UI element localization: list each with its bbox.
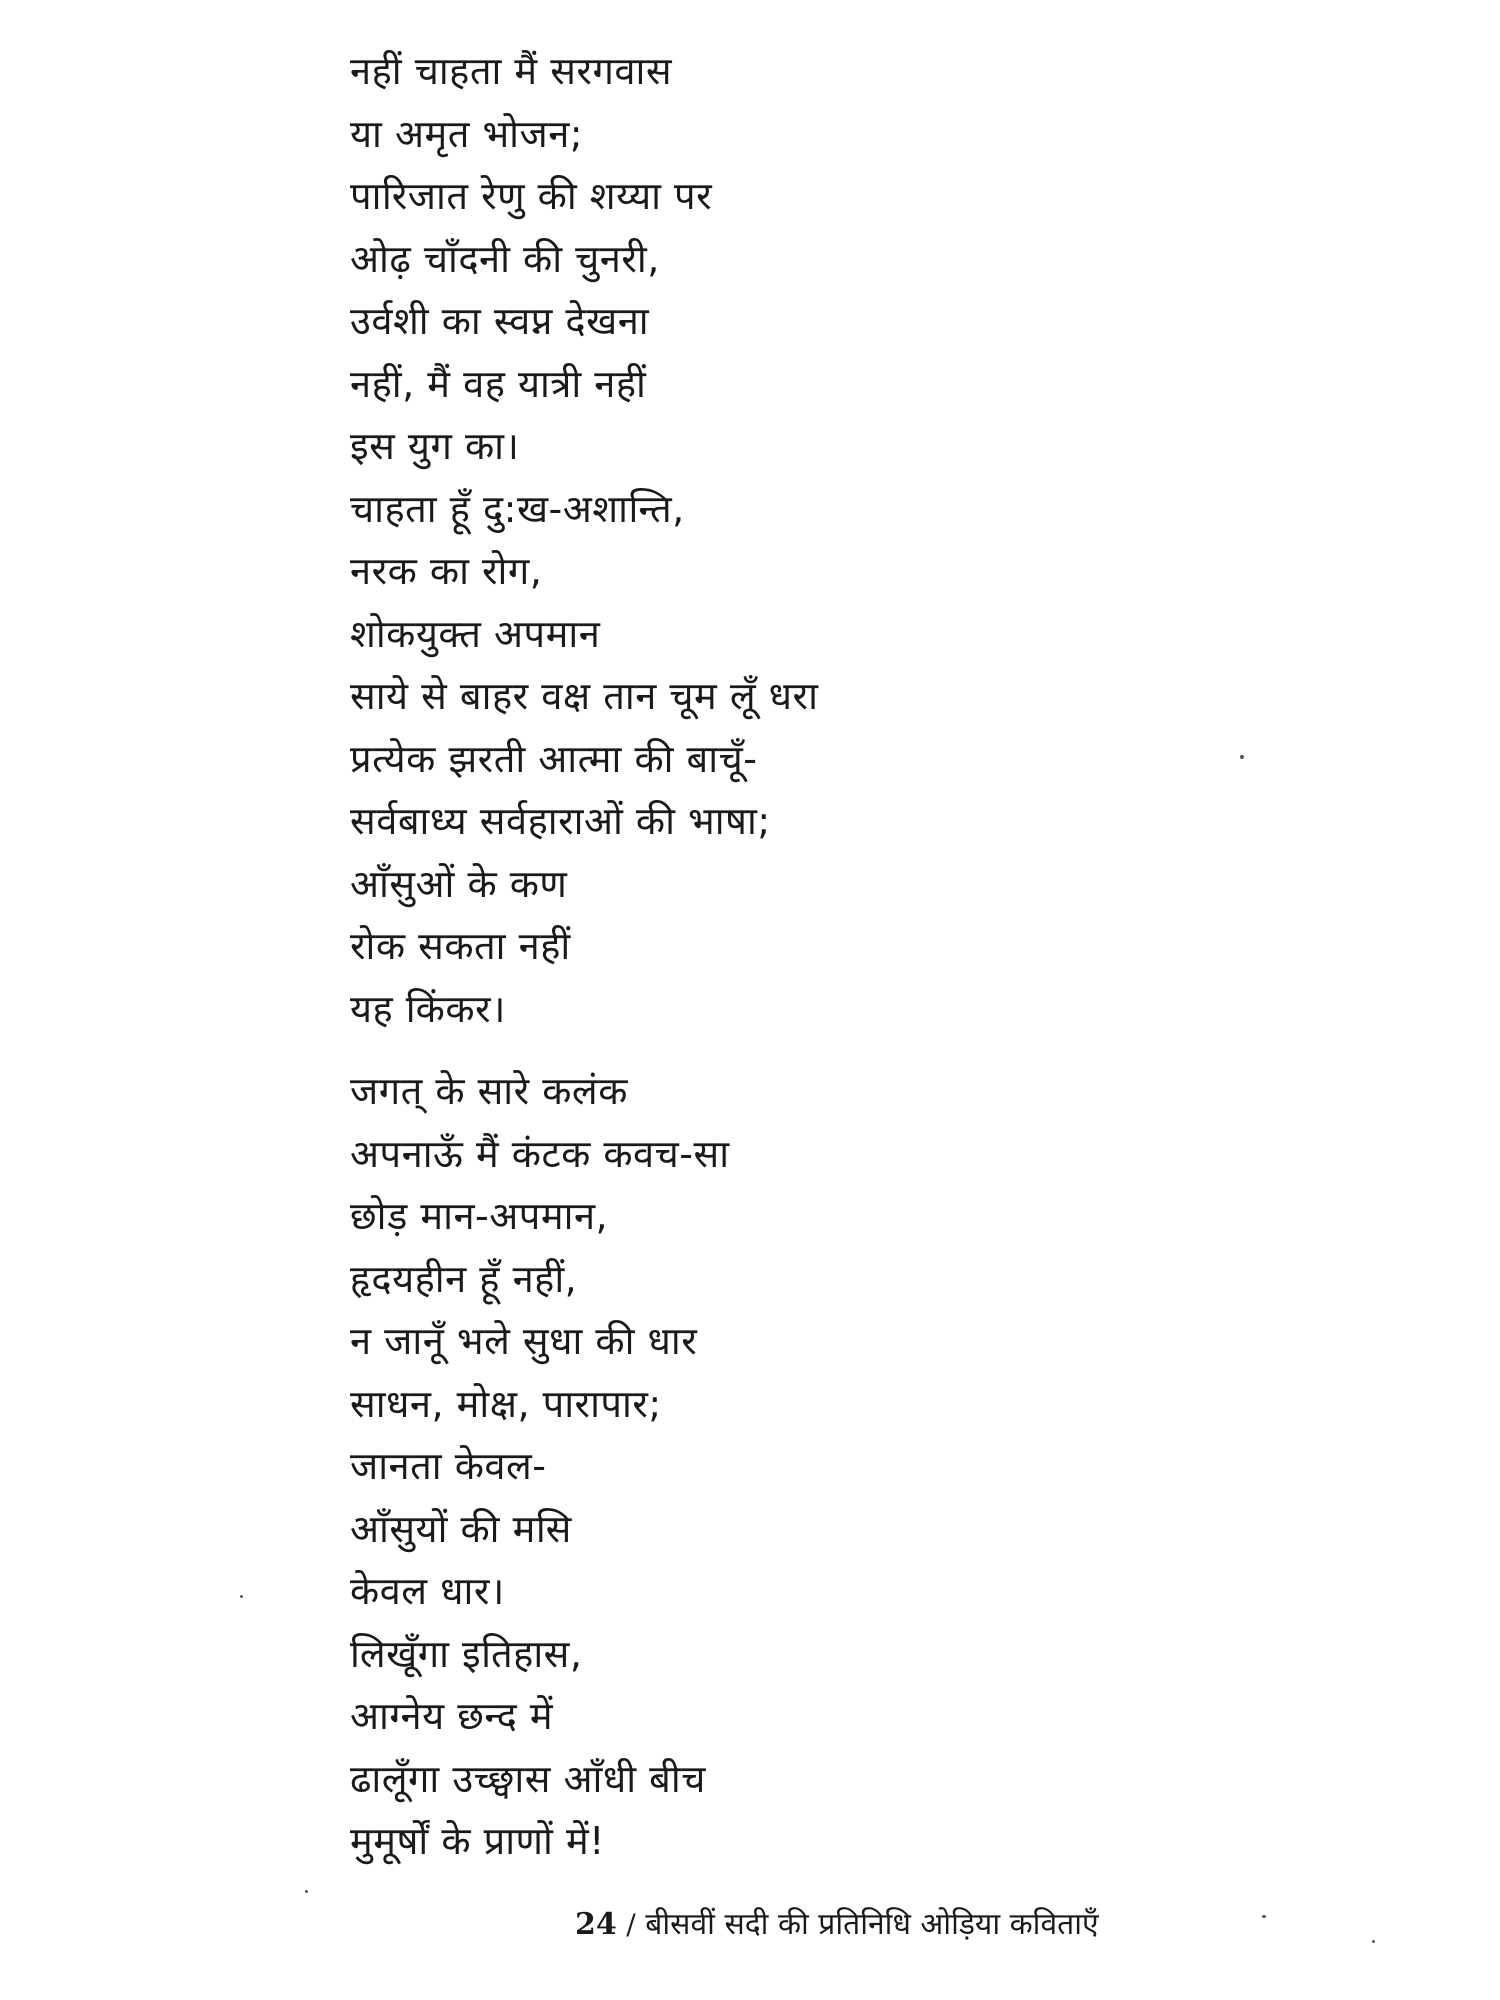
poem-line: शोकयुक्त अपमान: [350, 611, 601, 656]
poem-line: ओढ़ चाँदनी की चुनरी,: [350, 236, 660, 281]
page-number: 24: [575, 1907, 617, 1942]
poem-line: आँसुयों की मसि: [350, 1506, 572, 1551]
poem-line: नरक का रोग,: [350, 549, 543, 593]
scan-speck: [1240, 755, 1244, 759]
poem-line: पारिजात रेणु की शय्या पर: [350, 174, 713, 218]
poem-line: चाहता हूँ दु:ख-अशान्ति,: [350, 486, 685, 531]
poem-line: प्रत्येक झरती आत्मा की बाचूँ-: [350, 736, 758, 781]
scan-speck: [305, 1890, 308, 1893]
poem-line: आँसुओं के कण: [350, 861, 568, 906]
poem-line: सर्वबाध्य सर्वहाराओं की भाषा;: [350, 799, 771, 843]
poem-line: जानता केवल-: [350, 1444, 547, 1488]
poem: [350, 40, 1350, 1873]
poem-stanza-1: [350, 40, 1350, 1040]
scan-speck: [1262, 1915, 1266, 1918]
poem-line: यह किंकर।: [350, 986, 506, 1031]
poem-line: लिखूँगा इतिहास,: [350, 1631, 583, 1676]
poem-line: न जानूँ भले सुधा की धार: [350, 1319, 698, 1363]
poem-line: इस युग का।: [350, 424, 520, 468]
poem-line: आग्नेय छन्द में: [350, 1694, 554, 1738]
poem-stanza-2: [350, 1060, 1350, 1873]
poem-line: हृदयहीन हूँ नहीं,: [350, 1256, 578, 1301]
poem-line: नहीं, मैं वह यात्री नहीं: [350, 361, 647, 406]
poem-line: केवल धार।: [350, 1569, 505, 1613]
poem-line: नहीं चाहता मैं सरगवास: [350, 49, 673, 93]
poem-line: छोड़ मान-अपमान,: [350, 1194, 609, 1238]
poem-line: मुमूर्षों के प्राणों में!: [350, 1819, 605, 1863]
poem-line: ढालूँगा उच्छ्वास आँधी बीच: [350, 1756, 706, 1801]
poem-line: साये से बाहर वक्ष तान चूम लूँ धरा: [350, 674, 819, 718]
scan-speck: [1372, 1940, 1375, 1943]
scan-speck: [240, 1595, 243, 1598]
page-footer: [575, 1905, 1099, 1945]
poem-line: या अमृत भोजन;: [350, 111, 584, 156]
poem-line: अपनाऊँ मैं कंटक कवच-सा: [350, 1131, 730, 1176]
book-title: बीसवीं सदी की प्रतिनिधि ओड़िया कविताएँ: [645, 1907, 1099, 1942]
poem-line: जगत् के सारे कलंक: [350, 1069, 628, 1113]
poem-line: साधन, मोक्ष, पारापार;: [350, 1381, 662, 1426]
poem-line: उर्वशी का स्वप्न देखना: [350, 299, 650, 343]
footer-separator: /: [626, 1908, 636, 1941]
poem-line: रोक सकता नहीं: [350, 924, 571, 968]
